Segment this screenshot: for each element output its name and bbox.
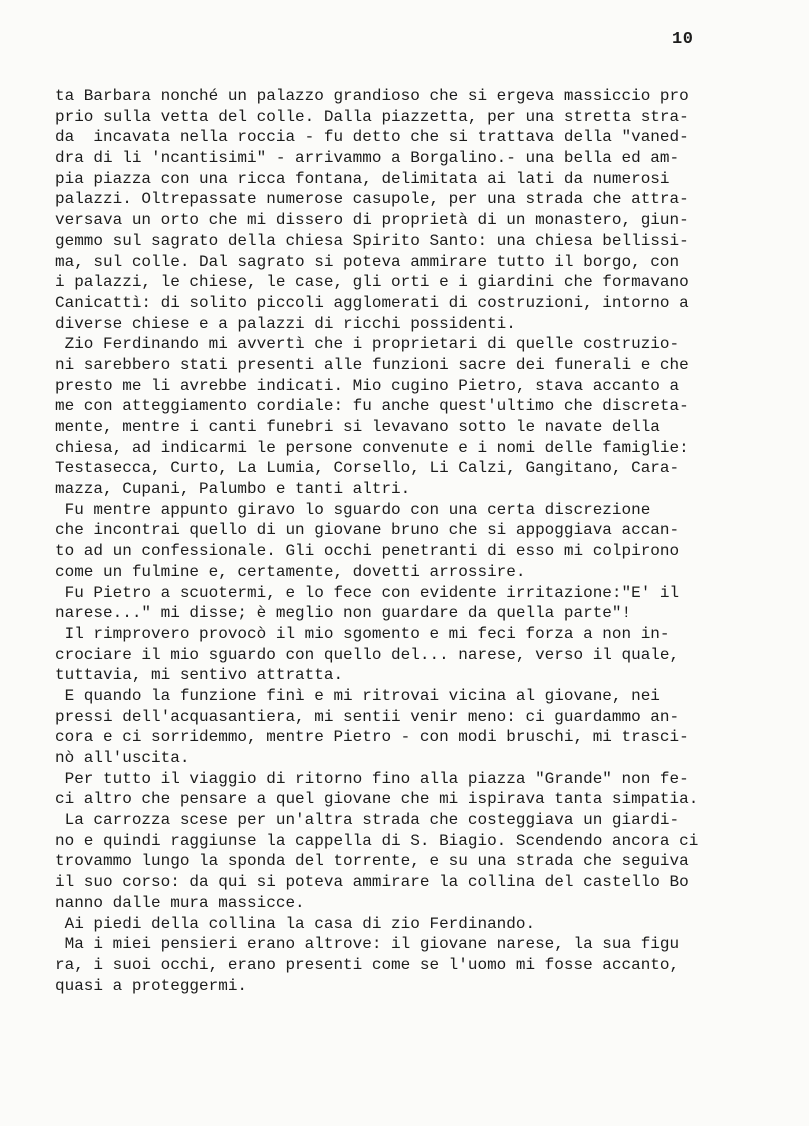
text-line: il suo corso: da qui si poteva ammirare la collina del castello Bo: [55, 873, 689, 892]
text-line: pressi dell'acquasantiera, mi sentii venir meno: ci guardammo an-: [55, 707, 680, 726]
text-line: dra di li 'ncantisimi" - arrivammo a Borgalino.- una bella ed am-: [55, 149, 680, 168]
text-line: quasi a proteggermi.: [55, 976, 248, 995]
text-line: Il rimprovero provocò il mio sgomento e mi feci forza a non in-: [55, 624, 670, 643]
text-line: pia piazza con una ricca fontana, delimitata ai lati da numerosi: [55, 169, 670, 188]
text-line: to ad un confessionale. Gli occhi penetranti di esso mi colpirono: [55, 542, 680, 561]
text-line: ra, i suoi occhi, erano presenti come se l'uomo mi fosse accanto,: [55, 955, 680, 974]
text-line: Fu Pietro a scuotermi, e lo fece con evidente irritazione:"E' il: [55, 583, 680, 602]
text-line: ci altro che pensare a quel giovane che mi ispirava tanta simpatia.: [55, 790, 699, 809]
text-line: narese..." mi disse; è meglio non guardare da quella parte"!: [55, 604, 632, 623]
text-line: palazzi. Oltrepassate numerose casupole, per una strada che attra-: [55, 190, 689, 209]
text-line: mente, mentre i canti funebri si levavano sotto le navate della: [55, 418, 660, 436]
text-line: Canicattì: di solito piccoli agglomerati di costruzioni, intorno a: [55, 293, 689, 312]
text-line: Ai piedi della collina la casa di zio Ferdinando.: [55, 914, 536, 933]
text-line: Ma i miei pensieri erano altrove: il giovane narese, la sua figu: [55, 935, 680, 954]
text-line: Fu mentre appunto giravo lo sguardo con una certa discrezione: [55, 500, 651, 519]
text-line: gemmo sul sagrato della chiesa Spirito Santo: una chiesa bellissi-: [55, 231, 689, 250]
text-line: prio sulla vetta del colle. Dalla piazzetta, per una stretta stra-: [55, 107, 689, 126]
text-line: crociare il mio sguardo con quello del... narese, verso il quale,: [55, 645, 680, 664]
text-line: come un fulmine e, certamente, dovetti arrossire.: [55, 562, 526, 581]
text-line: versava un orto che mi dissero di proprietà di un monastero, giun-: [55, 211, 689, 230]
text-line: nò all'uscita.: [55, 749, 190, 767]
text-line: mazza, Cupani, Palumbo e tanti altri.: [55, 480, 411, 499]
text-line: chiesa, ad indicarmi le persone convenute e i nomi delle famiglie:: [55, 438, 689, 457]
text-line: me con atteggiamento cordiale: fu anche quest'ultimo che discreta-: [55, 397, 689, 416]
page-number: 10: [672, 30, 694, 49]
text-line: trovammo lungo la sponda del torrente, e su una strada che seguiva: [55, 852, 689, 871]
text-line: tuttavia, mi sentivo attratta.: [55, 666, 344, 685]
text-line: Per tutto il viaggio di ritorno fino alla piazza "Grande" non fe-: [55, 769, 689, 788]
text-line: La carrozza scese per un'altra strada che costeggiava un giardi-: [55, 811, 680, 830]
text-line: i palazzi, le chiese, le case, gli orti e i giardini che formavano: [55, 273, 689, 292]
text-line: diverse chiese e a palazzi di ricchi possidenti.: [55, 314, 516, 333]
text-line: da incavata nella roccia - fu detto che si trattava della "vaned-: [55, 128, 689, 147]
text-line: ni sarebbero stati presenti alle funzioni sacre dei funerali e che: [55, 355, 689, 374]
text-line: E quando la funzione finì e mi ritrovai vicina al giovane, nei: [55, 686, 660, 705]
text-line: cora e ci sorridemmo, mentre Pietro - con modi bruschi, mi trasci-: [55, 728, 689, 747]
text-line: nanno dalle mura massicce.: [55, 893, 305, 912]
text-line: che incontrai quello di un giovane bruno che si appoggiava accan-: [55, 521, 680, 540]
text-line: ma, sul colle. Dal sagrato si poteva ammirare tutto il borgo, con: [55, 252, 680, 271]
text-body: [55, 86, 775, 996]
text-line: presto me li avrebbe indicati. Mio cugino Pietro, stava accanto a: [55, 376, 680, 395]
text-line: no e quindi raggiunse la cappella di S. Biagio. Scendendo ancora ci: [55, 831, 699, 850]
text-line: Zio Ferdinando mi avvertì che i proprietari di quelle costruzio-: [55, 335, 680, 354]
text-line: ta Barbara nonché un palazzo grandioso che si ergeva massiccio pro: [55, 87, 689, 105]
text-line: Testasecca, Curto, La Lumia, Corsello, Li Calzi, Gangitano, Cara-: [55, 459, 680, 478]
